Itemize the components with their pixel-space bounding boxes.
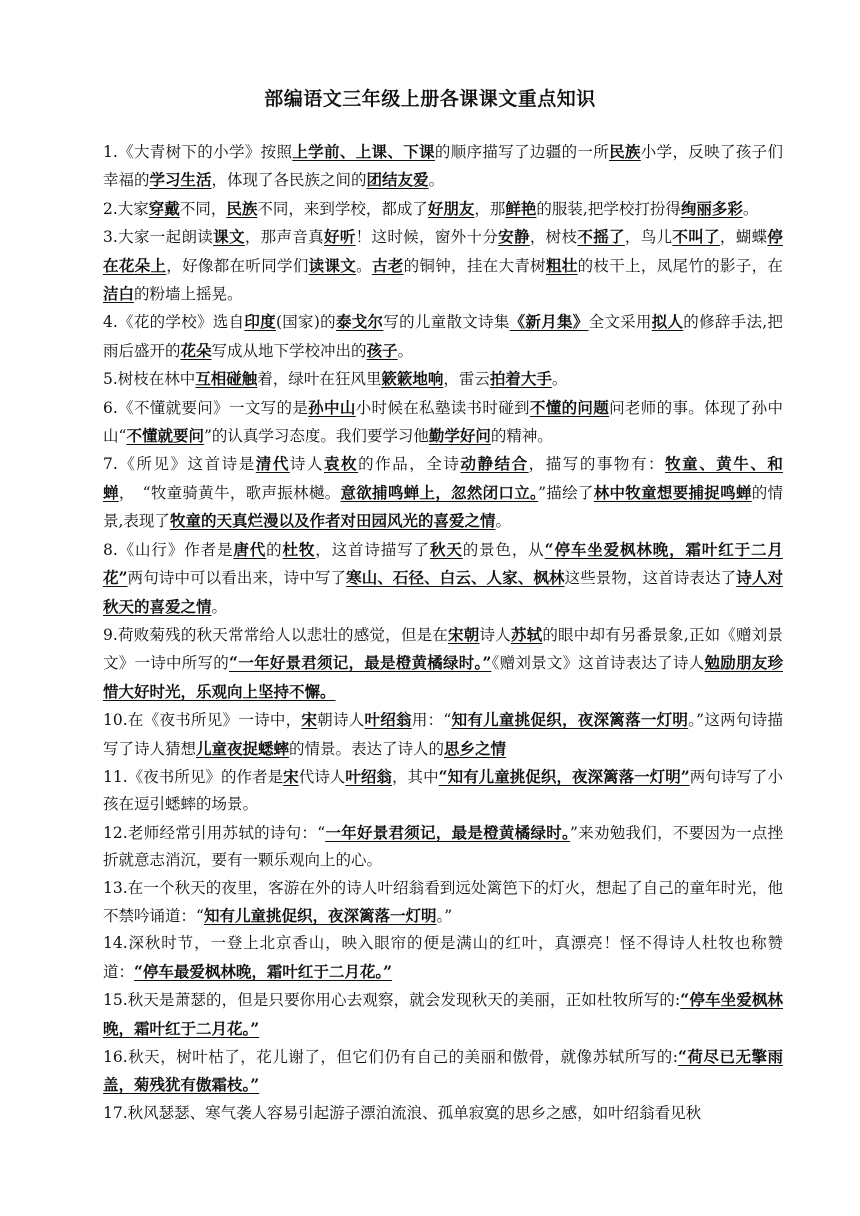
key-point: 林中牧童想要捕捉鸣蝉 [593, 482, 752, 502]
paragraph-text: 的修辞手法,把雨后盛开的 [103, 313, 783, 360]
paragraph-text: 12.老师经常引用苏轼的诗句：“ [103, 823, 326, 842]
key-point: 知有儿童挑促织，夜深篱落一灯明 [451, 710, 689, 730]
knowledge-paragraph [103, 930, 783, 986]
key-point: 意欲捕鸣蝉上，忽然闭口立。 [340, 482, 539, 502]
paragraph-text: 的眼中却有另番景象,正如《赠刘景文》一诗中所写的 [103, 625, 783, 673]
paragraph-text: 的精神。 [490, 427, 553, 446]
paragraph-text: 诗人 [479, 625, 511, 644]
key-point: 秋天 [429, 539, 463, 559]
key-point: 花朵 [180, 340, 212, 360]
document-title: 部编语文三年级上册各课课文重点知识 [264, 88, 596, 110]
paragraph-text: 。 [742, 199, 759, 218]
paragraph-text: 15.秋天是萧瑟的，但是只要你用心去观察，就会发现秋天的美丽，正如杜牧所写的: [103, 991, 681, 1010]
paragraph-text: 两句诗写了小孩在逗引蟋蟀的场景。 [103, 767, 783, 814]
paragraph-text: 10.在《夜书所见》一诗中， [103, 711, 302, 730]
key-point: 清代 [255, 454, 290, 474]
paragraph-text: 4.《花的学校》选自 [103, 313, 245, 332]
knowledge-paragraph [103, 195, 783, 223]
key-point: 好朋友 [427, 198, 475, 218]
paragraph-text: ，好像都在听同学们 [166, 256, 309, 275]
key-point: 安静 [498, 227, 530, 247]
paragraph-text: 16.秋天，树叶枯了，花儿谢了，但它们仍有自己的美丽和傲骨，就像苏轼所写的: [103, 1048, 678, 1066]
key-point: 绚丽多彩 [680, 198, 743, 218]
key-point: 勉励朋友珍惜大好时光，乐观向上坚持不懈。 [103, 653, 783, 701]
key-point: 民族 [226, 198, 258, 218]
knowledge-paragraph [103, 450, 783, 535]
paragraph-text: ，树枝 [529, 228, 578, 247]
key-point: 不懂就要问 [126, 426, 204, 446]
paragraph-text: ”的认真学习态度。我们要学习他 [203, 427, 429, 446]
key-point: “知有儿童挑促织，夜深篱落一灯明” [438, 766, 690, 786]
paragraph-text: ，这首诗描写了 [315, 540, 430, 559]
knowledge-paragraph [103, 1100, 783, 1127]
knowledge-paragraph [103, 223, 783, 308]
paragraph-text: 9.荷败菊残的秋天常常给人以悲壮的感觉，但是在 [103, 625, 449, 644]
paragraph-text: 2.大家 [103, 199, 149, 218]
paragraph-text: 。”这两句诗描写了诗人猜想 [103, 711, 783, 758]
key-point: 团结友爱 [366, 170, 429, 190]
paragraph-text: 小学，反映了孩子们幸福的 [103, 143, 783, 190]
knowledge-paragraph [103, 621, 783, 706]
knowledge-paragraph [103, 308, 783, 365]
key-point: 拍着大手 [489, 369, 552, 389]
paragraph-text: ，描写的事物有： [528, 455, 666, 474]
key-point: 粗壮 [545, 255, 578, 275]
key-point: 簌簌地响 [381, 369, 444, 389]
paragraph-text: 问老师的事。体现了孙中山“ [103, 398, 783, 446]
paragraph-text: 。 [495, 512, 511, 531]
paragraph-text: 5.树枝在林中 [103, 370, 196, 389]
paragraph-text: 的情景。表达了诗人的 [289, 739, 445, 758]
key-point: 苏轼 [510, 624, 543, 644]
key-point: “荷尽已无擎雨盖，菊残犹有傲霜枝。” [103, 1047, 784, 1095]
key-point: 停在花朵上 [103, 227, 783, 275]
paragraph-text: 的作品，全诗 [358, 455, 461, 474]
paragraph-text: 的服装,把学校打扮得 [536, 199, 681, 218]
paragraph-text: 小时候在私塾读书时碰到 [355, 398, 530, 417]
key-point: 孙中山 [308, 397, 356, 417]
key-point: 牧童的天真烂漫以及作者对田园风光的喜爱之情 [169, 511, 496, 531]
knowledge-paragraph [103, 536, 783, 621]
paragraph-text: 着，绿叶在狂风里 [257, 370, 382, 389]
paragraph-text: 这些景物，这首诗表达了 [564, 569, 737, 588]
paragraph-text: 写的儿童散文诗集 [383, 313, 510, 332]
key-point: 动静结合 [460, 454, 529, 474]
paragraph-text: ”描绘了 [538, 483, 594, 502]
paragraph-text: ，那声音真 [244, 228, 324, 247]
key-point: 牧童、黄牛、和蝉 [103, 454, 783, 502]
key-point: “停车坐爱枫林晚，霜叶红于二月花” [103, 539, 783, 588]
key-point: 鲜艳 [505, 198, 537, 218]
paragraph-text: 1.《大青树下的小学》按照 [103, 143, 293, 161]
paragraph-text: 的铜钟，挂在大青树 [403, 256, 546, 275]
paragraph-text: 用：“ [411, 711, 452, 730]
paragraph-text: 全文采用 [588, 313, 652, 332]
key-point: 宋朝 [448, 624, 480, 644]
paragraph-text: 不同，来到学校，都成了 [257, 199, 428, 218]
key-point: 袁枚 [324, 454, 359, 474]
paragraph-text: 。 [428, 171, 445, 190]
key-point: 勤学好问 [428, 426, 491, 446]
paragraph-text: 17.秋风瑟瑟、寒气袭人容易引起游子漂泊流浪、孤单寂寞的思乡之感，如叶绍翁看见秋 [103, 1103, 702, 1122]
paragraph-text: 。 [397, 341, 414, 360]
key-point: 学习生活 [149, 170, 212, 190]
key-point: “停车坐爱枫林晚，霜叶红于二月花。” [103, 990, 783, 1038]
paragraph-text: 的粉墙上摇晃。 [134, 285, 243, 304]
paragraph-text: ！这时候，窗外十分 [355, 228, 499, 247]
key-point: 知有儿童挑促织，夜深篱落一灯明 [203, 905, 437, 925]
key-point: 一年好景君须记，最是橙黄橘绿时。 [325, 822, 571, 842]
paragraph-text: ， “牧童骑黄牛，歌声振林樾。 [118, 483, 341, 502]
knowledge-paragraph [103, 763, 783, 819]
key-point: 穿戴 [148, 198, 180, 218]
key-point: 读课文 [308, 255, 357, 275]
key-point: 宋 [301, 710, 318, 730]
key-point: 不摇了 [577, 227, 625, 247]
key-point: 孩子 [366, 340, 398, 360]
key-point: 拟人 [651, 312, 684, 332]
paragraph-text: 的顺序描写了边疆的一所 [434, 143, 610, 161]
key-point: 不懂的问题 [529, 397, 610, 417]
paragraph-text: ，鸟儿 [624, 228, 673, 247]
paragraph-text: 。 [211, 597, 228, 616]
key-point: 思乡之情 [444, 738, 507, 758]
paragraph-text: 8.《山行》作者是 [103, 540, 234, 559]
paragraph-text: 的 [266, 540, 283, 559]
paragraph-text: 。” [436, 906, 453, 925]
key-point: 唐代 [233, 539, 267, 559]
paragraph-text: 6.《不懂就要问》一文写的是 [103, 398, 309, 417]
key-point: 泰戈尔 [335, 312, 384, 332]
paragraph-text: ，其中 [391, 767, 439, 786]
key-point: 上学前、上课、下课 [292, 142, 435, 161]
key-point: 好听 [323, 227, 356, 247]
key-point: 不叫了 [672, 227, 720, 247]
paragraph-text: ，那 [474, 199, 506, 218]
paragraph-text: 。 [356, 256, 372, 275]
paragraph-text: 代诗人 [298, 767, 346, 786]
key-point: 古老 [371, 255, 404, 275]
key-point: 印度 [244, 312, 276, 332]
key-point: 儿童夜捉蟋蟀 [196, 738, 290, 758]
paragraph-text: 的景色，从 [462, 540, 545, 559]
paragraph-text: 诗人 [289, 455, 324, 474]
knowledge-paragraph [103, 875, 783, 931]
paragraph-text: 的枝干上，凤尾竹的影子，在 [577, 256, 783, 275]
key-point: 互相碰触 [195, 369, 258, 389]
knowledge-paragraph [103, 138, 783, 195]
paragraph-text: 的情景,表现了 [103, 483, 783, 531]
key-point: “一年好景君须记，最是橙黄橘绿时。” [229, 653, 492, 673]
key-point: 洁白 [103, 284, 135, 304]
paragraph-text: ”来劝勉我们，不要因为一点挫折就意志消沉，要有一颗乐观向上的心。 [103, 823, 783, 870]
key-point: 宋 [283, 766, 299, 786]
key-point: 民族 [609, 142, 641, 161]
key-point: 诗人对秋天的喜爱之情 [103, 568, 783, 616]
paragraph-text: 11.《夜书所见》的作者是 [103, 767, 284, 786]
key-point: 叶绍翁 [364, 710, 412, 730]
paragraph-text: 7.《所见》这首诗是 [103, 455, 256, 474]
paragraph-text: 13.在一个秋天的夜里，客游在外的诗人叶绍翁看到远处篱笆下的灯火，想起了自己的童年时光，他不禁吟诵道：“ [103, 878, 783, 925]
paragraph-text: 《赠刘景文》这首诗表达了诗人 [491, 654, 705, 673]
document-body [103, 138, 783, 1127]
key-point: 叶绍翁 [345, 766, 392, 786]
knowledge-paragraph [103, 986, 783, 1043]
paragraph-text: 14.深秋时节，一登上北京香山，映入眼帘的便是满山的红叶，真漂亮！怪不得诗人杜牧也称赞道： [103, 934, 783, 981]
knowledge-paragraph [103, 1043, 783, 1100]
paragraph-text: ，蝴蝶 [719, 228, 768, 247]
paragraph-text: 不同， [179, 199, 227, 218]
paragraph-text: 朝诗人 [317, 711, 365, 730]
knowledge-paragraph [103, 365, 783, 393]
paragraph-text: 写成从地下学校冲出的 [211, 341, 367, 360]
knowledge-paragraph [103, 394, 783, 451]
knowledge-paragraph [103, 706, 783, 763]
paragraph-text: ，体现了各民族之间的 [211, 171, 367, 190]
knowledge-paragraph [103, 819, 783, 875]
paragraph-text: 。 [551, 370, 568, 389]
paragraph-text: 3.大家一起朗读 [103, 228, 214, 247]
key-point: 杜牧 [282, 539, 316, 559]
paragraph-text: ，雷云 [443, 370, 490, 389]
key-point: 寒山、石径、白云、人家、枫林 [346, 568, 565, 588]
paragraph-text: 两句诗中可以看出来，诗中写了 [127, 569, 347, 588]
paragraph-text: (国家)的 [275, 313, 336, 332]
key-point: 课文 [213, 227, 245, 247]
key-point: “停车最爱枫林晚，霜叶红于二月花。” [134, 961, 393, 981]
key-point: 《新月集》 [509, 312, 589, 332]
